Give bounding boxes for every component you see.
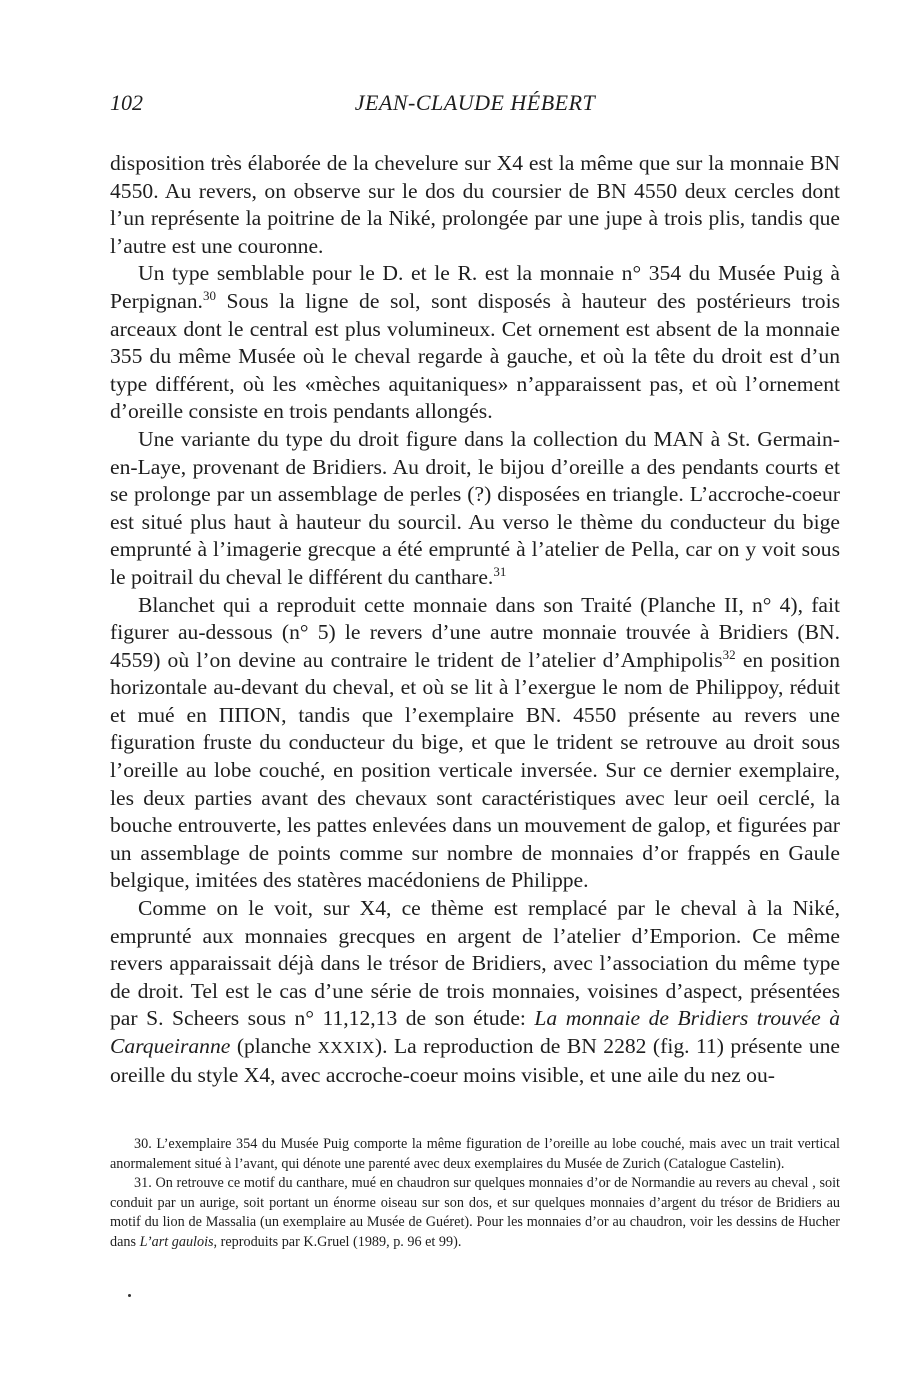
footnote-text: On retrouve ce motif du canthare, mué en chaudron sur quelques monnaies d’or de Normandie au revers au cheval , soit conduit par un aurige, soit portant un énorme oiseau sur son dos, et sur quelques monnaies d’argent du trésor de Bridiers au motif du lion de Massalia (un exemplaire au Musée de Guéret). Pour les monnaies d’or au chaudron, voir les dessins de Hucher dans bbox=[110, 1175, 840, 1250]
footnote-text: L’exemplaire 354 du Musée Puig comporte la même figuration de l’oreille au lobe couché, mais avec un trait vertical anormalement situé à l’avant, qui dénote une parenté avec deux exemplaires du Musée de Zurich (Catalogue Castelin). bbox=[110, 1136, 840, 1172]
paragraph-text: disposition très élaborée de la chevelure sur X4 est la même que sur la monnaie BN 4550. Au revers, on observe sur le dos du coursier de BN 4550 deux cercles dont l’un représente la poitrine de la Niké, prolongée par une jupe à trois plis, tandis que l’autre est une couronne. bbox=[110, 151, 840, 258]
plate-number: XXXIX bbox=[317, 1038, 375, 1057]
footnote-text: , reproduits par K.Gruel (1989, p. 96 et 99). bbox=[213, 1233, 462, 1250]
paragraph bbox=[110, 426, 840, 592]
greek-inscription: ΠΠΟΝ bbox=[218, 702, 282, 727]
paragraph-continuation bbox=[110, 150, 840, 260]
paragraph-text: , tandis que l’exemplaire BN. 4550 présente au revers une figuration fruste du conducteur du bige, et que le trident se retrouve au droit sous l’oreille au lobe couché, en position verticale inversée. Sur ce dernier exemplaire, les deux parties avant des chevaux sont caractéristiques avec leur oeil cerclé, la bouche entrouverte, les pattes enlevées dans un mouvement de galop, et figurées par un assemblage de points comme sur nombre de monnaies d’or frappés en Gaule belgique, imitées des statères macédoniens de Philippe. bbox=[110, 702, 840, 893]
footnote-number: 31. bbox=[134, 1175, 152, 1192]
footnote bbox=[110, 1174, 840, 1252]
paragraph-text: Sous la ligne de sol, sont disposés à hauteur des postérieurs trois arceaux dont le central est plus volumineux. Cet ornement est absent de la monnaie 355 du même Musée où le cheval regarde à gauche, et où la tête du droit est d’un type différent, où les «mèches aquitaniques» n’apparaissent pas, et où l’ornement d’oreille consiste en trois pendants allongés. bbox=[110, 288, 840, 424]
footnote-ref[interactable]: 30 bbox=[202, 287, 216, 303]
cited-title: La monnaie de Bridiers trouvée à Carqueiranne bbox=[110, 1006, 840, 1058]
paragraph-text: Un type semblable pour le D. et le R. est la monnaie n° 354 du Musée Puig à Perpignan. bbox=[110, 261, 840, 313]
footnote-ref[interactable]: 31 bbox=[493, 563, 507, 579]
paragraph-text: Blanchet qui a reproduit cette monnaie dans son Traité (Planche II, n° 4), fait figurer au-dessous (n° 5) le revers d’une autre monnaie trouvée à Bridiers (BN. 4559) où l’on devine au contraire le trident de l’atelier d’Amphipolis bbox=[110, 592, 840, 672]
cited-title: L’art gaulois bbox=[139, 1233, 214, 1250]
paragraph-text: Une variante du type du droit figure dans la collection du MAN à St. Germain-en-Laye, provenant de Bridiers. Au droit, le bijou d’oreille a des pendants courts et se prolonge par un assemblage de perles (?) disposées en triangle. L’accroche-coeur est situé plus haut à hauteur du sourcil. Au verso le thème du conducteur du bige emprunté à l’imagerie grecque a été emprunté à l’atelier de Pella, car on y voit sous le poitrail du cheval le différent du canthare. bbox=[110, 426, 840, 589]
paragraph-text: ). La reproduction de BN 2282 (fig. 11) présente une oreille du style X4, avec accroche-coeur moins visible, et une aile du nez ou- bbox=[110, 1034, 840, 1087]
scan-speck bbox=[128, 1294, 131, 1297]
paragraph-text: (planche bbox=[230, 1034, 318, 1058]
paragraph bbox=[110, 895, 840, 1089]
paragraph bbox=[110, 592, 840, 896]
running-head: JEAN-CLAUDE HÉBERT bbox=[354, 90, 596, 115]
body-text bbox=[110, 150, 840, 1089]
footnote-ref[interactable]: 32 bbox=[722, 646, 736, 662]
footnotes bbox=[110, 1135, 840, 1253]
page-number: 102 bbox=[110, 90, 143, 115]
paragraph bbox=[110, 260, 840, 426]
paragraph-text: Comme on le voit, sur X4, ce thème est remplacé par le cheval à la Niké, emprunté aux monnaies grecques en argent de l’atelier d’Emporion. Ce même revers apparaissait déjà dans le trésor de Bridiers, avec l’association du même type de droit. Tel est le cas d’une série de trois monnaies, voisines d’aspect, présentées par S. Scheers sous n° 11,12,13 de son étude: bbox=[110, 896, 840, 1031]
footnote-number: 30. bbox=[134, 1136, 152, 1152]
footnote bbox=[110, 1135, 840, 1174]
paragraph-text: en position horizontale au-devant du cheval, et où se lit à l’exergue le nom de Philippoy, réduit et mué en bbox=[110, 647, 840, 727]
page-header bbox=[110, 90, 840, 124]
